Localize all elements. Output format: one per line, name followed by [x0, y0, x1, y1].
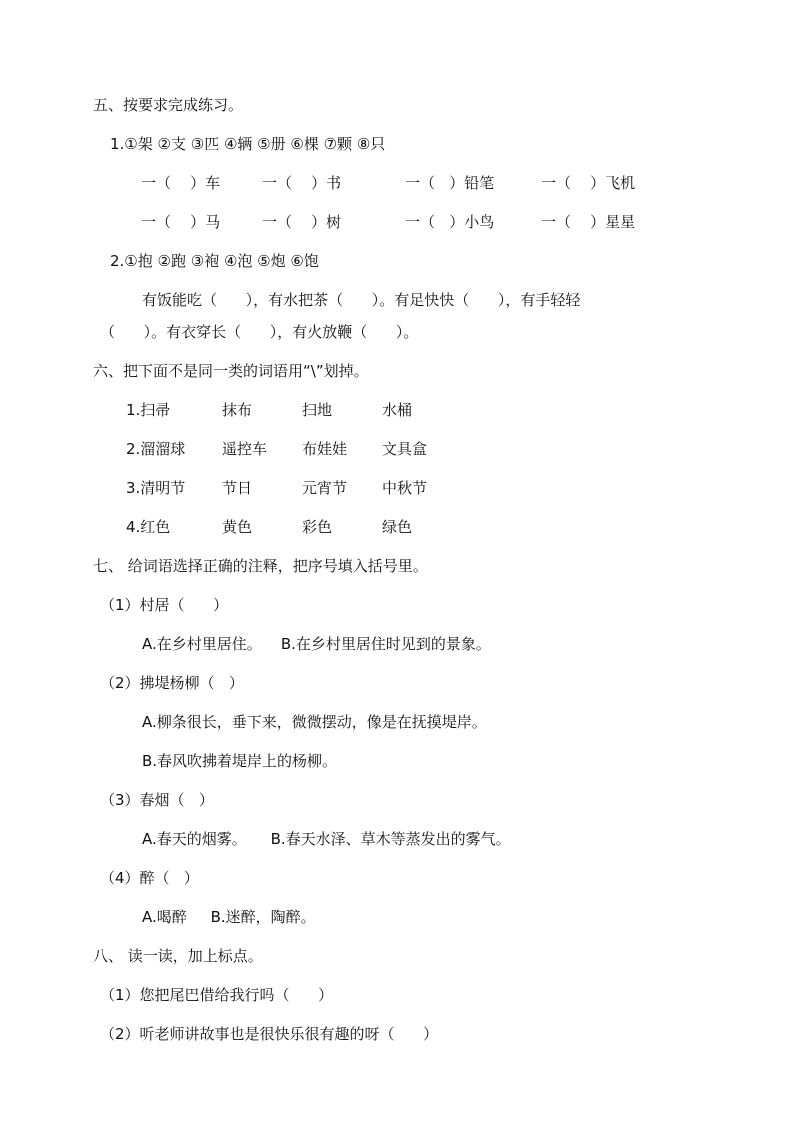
- measure-word-blank: 一（ ）车: [141, 174, 221, 192]
- s7-q3-options: A.春天的烟雾。 B.春天水泽、草木等蒸发出的雾气。: [142, 830, 511, 848]
- word-item: 4.红色: [126, 518, 171, 536]
- word-item: 水桶: [382, 401, 413, 419]
- word-item: 节日: [222, 479, 253, 497]
- q2-text-line-1: 有饭能吃（ ），有水把茶（ ）。有足快快（ ），有手轻轻: [142, 291, 581, 309]
- s8-q2: （2）听老师讲故事也是很快乐很有趣的呀（ ）: [100, 1025, 439, 1043]
- section-7-heading: 七、 给词语选择正确的注释，把序号填入括号里。: [93, 557, 428, 575]
- word-item: 遥控车: [222, 440, 268, 458]
- word-item: 黄色: [222, 518, 253, 536]
- q1-options: 1.①架 ②支 ③匹 ④辆 ⑤册 ⑥棵 ⑦颗 ⑧只: [110, 135, 386, 153]
- measure-word-blank: 一（ ）树: [262, 213, 342, 231]
- s7-q2-option-b: B.春风吹拂着堤岸上的杨柳。: [142, 752, 338, 770]
- word-item: 绿色: [382, 518, 413, 536]
- measure-word-blank: 一（ ）铅笔: [405, 174, 495, 192]
- s7-q1: （1）村居（ ）: [100, 596, 229, 614]
- s7-q2: （2）拂堤杨柳（ ）: [100, 674, 244, 692]
- section-8-heading: 八、 读一读，加上标点。: [93, 947, 263, 965]
- s7-q3: （3）春烟（ ）: [100, 791, 214, 809]
- word-item: 抹布: [222, 401, 253, 419]
- word-item: 文具盒: [382, 440, 428, 458]
- s7-q1-options: A.在乡村里居住。 B.在乡村里居住时见到的景象。: [142, 635, 491, 653]
- s8-q1: （1）您把尾巴借给我行吗（ ）: [100, 986, 334, 1004]
- word-item: 2.溜溜球: [126, 440, 186, 458]
- word-item: 中秋节: [382, 479, 428, 497]
- section-5-heading: 五、按要求完成练习。: [93, 96, 244, 114]
- measure-word-blank: 一（ ）马: [141, 213, 221, 231]
- word-item: 彩色: [302, 518, 333, 536]
- word-item: 3.清明节: [126, 479, 186, 497]
- word-item: 扫地: [302, 401, 333, 419]
- measure-word-blank: 一（ ）小鸟: [405, 213, 495, 231]
- word-item: 布娃娃: [302, 440, 348, 458]
- measure-word-blank: 一（ ）书: [262, 174, 342, 192]
- section-6-heading: 六、把下面不是同一类的词语用“\”划掉。: [93, 362, 369, 380]
- measure-word-blank: 一（ ）星星: [541, 213, 636, 231]
- s7-q2-option-a: A.柳条很长，垂下来，微微摆动，像是在抚摸堤岸。: [142, 713, 487, 731]
- s7-q4-options: A.喝醉 B.迷醉，陶醉。: [142, 908, 316, 926]
- q2-options: 2.①抱 ②跑 ③袍 ④泡 ⑤炮 ⑥饱: [110, 252, 319, 270]
- word-item: 元宵节: [302, 479, 348, 497]
- q2-text-line-2: （ ）。有衣穿长（ ），有火放鞭（ ）。: [100, 323, 419, 341]
- measure-word-blank: 一（ ）飞机: [541, 174, 636, 192]
- word-item: 1.扫帚: [126, 401, 171, 419]
- s7-q4: （4）醉（ ）: [100, 869, 199, 887]
